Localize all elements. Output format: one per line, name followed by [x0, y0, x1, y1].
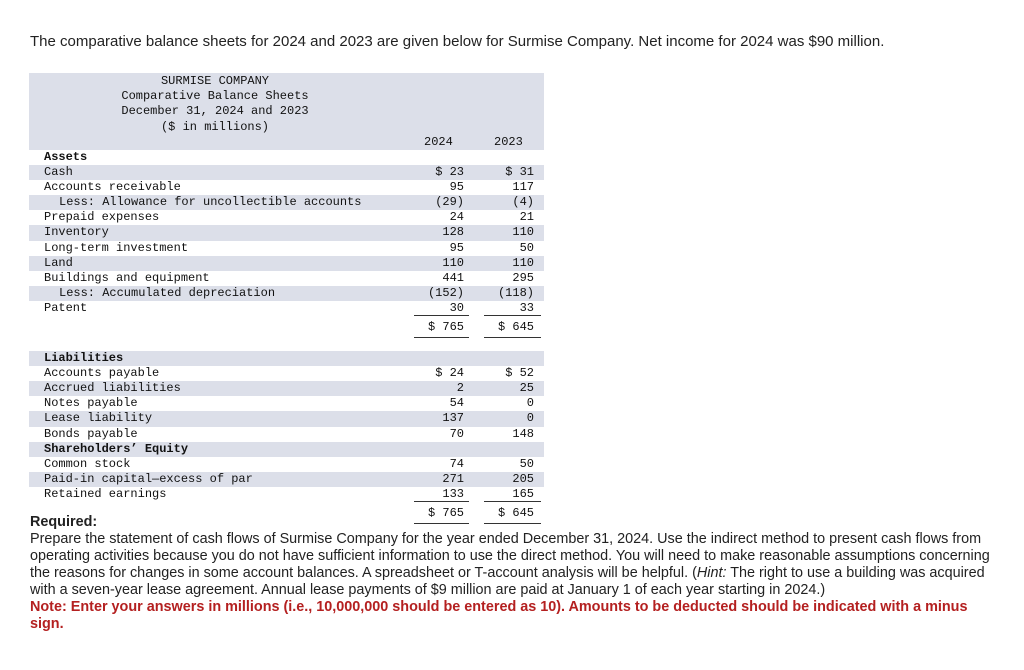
value-2023: $ 645 — [497, 320, 534, 335]
value-2024: $ 24 — [435, 366, 464, 381]
value-2024: 95 — [449, 240, 464, 255]
value-2024: (152) — [427, 285, 464, 300]
section-heading-row — [29, 351, 544, 366]
value-2024: 24 — [449, 210, 464, 225]
table-title-block — [29, 74, 401, 135]
row-label: Buildings and equipment — [44, 270, 210, 285]
row-label: Assets — [44, 150, 88, 164]
row-label: Cash — [44, 165, 73, 180]
section-heading-row — [29, 150, 544, 165]
value-2024: 54 — [449, 396, 464, 411]
row-label: Paid-in capital—excess of par — [44, 471, 253, 486]
value-2024: 128 — [442, 225, 464, 240]
value-2024: (29) — [435, 195, 464, 210]
total-row — [29, 316, 544, 338]
value-2023: 21 — [519, 210, 534, 225]
value-2023: 205 — [512, 471, 534, 486]
row-label: Shareholders’ Equity — [44, 441, 189, 456]
value-2024: 133 — [442, 486, 464, 501]
row-label: Common stock — [44, 456, 131, 471]
value-2024: $ 23 — [435, 165, 464, 180]
table-row — [29, 165, 544, 180]
value-2024: 74 — [449, 456, 464, 471]
value-2023: 50 — [519, 456, 534, 471]
row-label: Land — [44, 255, 73, 270]
value-2024: $ 765 — [427, 505, 464, 520]
value-2024: 271 — [442, 471, 464, 486]
value-2023: 117 — [512, 180, 534, 195]
required-text: Prepare the statement of cash flows of Surmise Company for the year ended December 31, 2024. Use the indirect method to present cash flows from operating activities because you do not have sufficient information to use the direct method. You will need to make reasonable assumptions concerning the reasons for changes in some account balances. A spreadsheet or T-account analysis will be helpful. ( — [30, 531, 990, 581]
row-label: Liabilities — [44, 351, 124, 366]
value-2024: 441 — [442, 270, 464, 285]
table-row — [29, 195, 544, 210]
row-label: Accounts receivable — [44, 180, 181, 195]
value-2023: 165 — [512, 486, 534, 501]
intro-text: The comparative balance sheets for 2024 and 2023 are given below for Surmise Company. Net income for 2024 was $90 million. — [30, 33, 885, 50]
row-label: Prepaid expenses — [44, 210, 160, 225]
row-label: Inventory — [44, 225, 109, 240]
value-2023: (118) — [497, 285, 534, 300]
table-row — [29, 427, 544, 442]
company-name: SURMISE COMPANY — [160, 74, 270, 88]
required-heading: Required: — [30, 514, 98, 530]
row-label: Bonds payable — [44, 426, 138, 441]
value-2023: 33 — [519, 300, 534, 315]
row-label: Lease liability — [44, 411, 153, 426]
section-spacer — [29, 338, 544, 351]
row-label: Long-term investment — [44, 240, 189, 255]
value-2024: 95 — [449, 180, 464, 195]
row-label: Less: Accumulated depreciation — [59, 285, 276, 300]
value-2023: 0 — [526, 411, 534, 426]
value-2024: 30 — [449, 300, 464, 315]
table-row — [29, 487, 544, 502]
row-label: Notes payable — [44, 396, 138, 411]
table-row — [29, 271, 544, 286]
table-row — [29, 241, 544, 256]
value-2023: 148 — [512, 426, 534, 441]
underline-rule — [414, 337, 469, 338]
table-body — [29, 150, 544, 524]
value-2023: 295 — [512, 270, 534, 285]
value-2023: (4) — [512, 195, 534, 210]
column-header-2024: 2024 — [424, 135, 453, 149]
required-section — [30, 514, 990, 633]
value-2023: 0 — [526, 396, 534, 411]
table-row — [29, 286, 544, 301]
table-row — [29, 366, 544, 381]
hint-label: Hint: — [696, 565, 727, 581]
table-row — [29, 256, 544, 271]
table-header — [29, 73, 544, 150]
value-2023: $ 52 — [505, 366, 534, 381]
required-instructions — [30, 531, 990, 599]
value-2024: 110 — [442, 255, 464, 270]
row-label: Patent — [44, 300, 88, 315]
table-row — [29, 381, 544, 396]
value-2023: 110 — [512, 225, 534, 240]
table-row — [29, 396, 544, 411]
value-2023: $ 31 — [505, 165, 534, 180]
table-row — [29, 457, 544, 472]
hint-text: The right to use a building was acquired with a seven-year lease agreement. Annual lease payments of $9 million are paid at January 1 of each year starting in 2024.) — [30, 565, 985, 598]
value-2024: 2 — [456, 381, 464, 396]
statement-units: ($ in millions) — [160, 119, 270, 134]
statement-date: December 31, 2024 and 2023 — [121, 104, 309, 119]
row-label: Accounts payable — [44, 366, 160, 381]
table-row — [29, 411, 544, 426]
section-heading-row — [29, 442, 544, 457]
row-label: Accrued liabilities — [44, 381, 181, 396]
balance-sheet-table — [29, 73, 544, 524]
value-2023: 25 — [519, 381, 534, 396]
value-2023: 50 — [519, 240, 534, 255]
table-row — [29, 210, 544, 225]
table-row — [29, 180, 544, 195]
table-row — [29, 472, 544, 487]
table-row — [29, 225, 544, 240]
underline-rule — [484, 337, 541, 338]
value-2023: $ 645 — [497, 505, 534, 520]
statement-title: Comparative Balance Sheets — [121, 89, 309, 104]
value-2024: 70 — [449, 426, 464, 441]
value-2024: $ 765 — [427, 320, 464, 335]
value-2023: 110 — [512, 255, 534, 270]
answer-note: Note: Enter your answers in millions (i.e., 10,000,000 should be entered as 10). Amounts to be deducted should be indicated with a minus sign. — [30, 599, 968, 632]
row-label: Retained earnings — [44, 486, 167, 501]
table-row — [29, 301, 544, 316]
row-label: Less: Allowance for uncollectible accounts — [59, 195, 362, 210]
column-header-2023: 2023 — [494, 135, 523, 149]
value-2024: 137 — [442, 411, 464, 426]
